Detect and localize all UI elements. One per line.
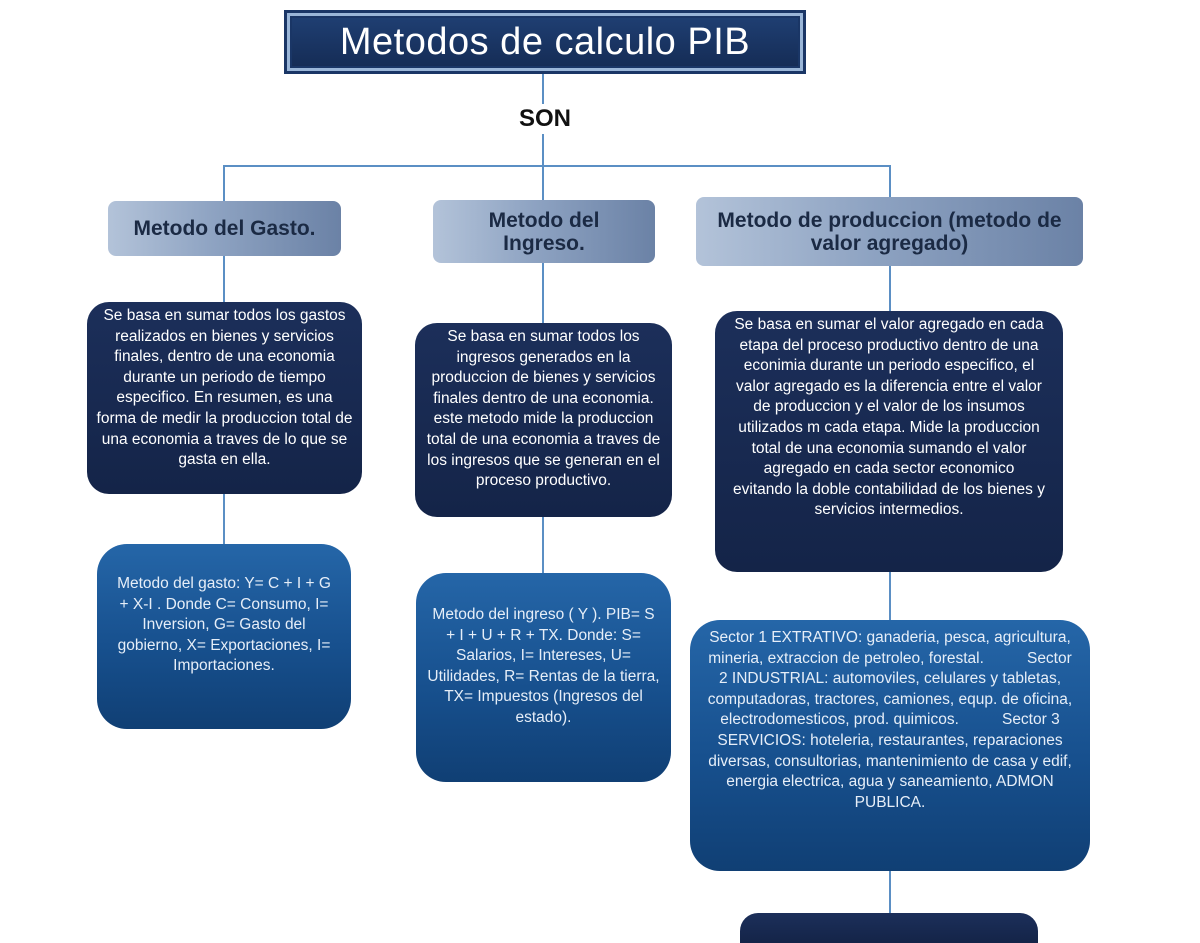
method-gasto-formula: Metodo del gasto: Y= C + I + G + X-I . Donde C= Consumo, I= Inversion, G= Gasto del gobierno, X= Exportaciones, I= Importaciones.: [97, 544, 351, 729]
connector-title-to-son: [542, 74, 544, 104]
connector-produccion-title-desc: [889, 266, 891, 311]
method-ingreso-description: Se basa en sumar todos los ingresos generados en la produccion de bienes y servicios finales dentro de una economia. este metodo mide la produccion total de una economia a traves de los ingresos que se generan en el proceso productivo.: [415, 323, 672, 517]
method-produccion-sectors: Sector 1 EXTRATIVO: ganaderia, pesca, agricultura, mineria, extraccion de petroleo, forestal. Sector 2 INDUSTRIAL: automoviles, celulares y tabletas, computadoras, tractores, camiones, equp. de oficina, electrodomesticos, prod. quimicos. Sector 3 SERVICIOS: hoteleria, restaurantes, reparaciones diversas, consultorias, mantenimiento de casa y edif, energia electrica, agua y saneamiento, ADMON PUBLICA.: [690, 620, 1090, 871]
method-produccion-title: Metodo de produccion (metodo de valor agregado): [696, 197, 1083, 266]
method-ingreso-title: Metodo del Ingreso.: [433, 200, 655, 263]
connector-branch-left: [223, 165, 225, 201]
connector-ingreso-title-desc: [542, 263, 544, 323]
connector-horizontal-branch: [223, 165, 891, 167]
connector-branch-middle: [542, 165, 544, 200]
connector-branch-right: [889, 165, 891, 197]
connector-gasto-desc-detail: [223, 494, 225, 544]
connector-son-down: [542, 134, 544, 166]
method-ingreso-formula: Metodo del ingreso ( Y ). PIB= S + I + U + R + TX. Donde: S= Salarios, I= Intereses, U= Utilidades, R= Rentas de la tierra, TX= Impuestos (Ingresos del estado).: [416, 573, 671, 782]
method-produccion-description: Se basa en sumar el valor agregado en cada etapa del proceso productivo dentro de una econimia durante un periodo especifico, el valor agregado es la diferencia entre el valor de produccion y el valor de los insumos utilizados m cada etapa. Mide la produccion total de una economia sumando el valor agregado en cada sector economico evitando la doble contabilidad de los bienes y servicios intermedios.: [715, 311, 1063, 572]
diagram-title: Metodos de calculo PIB: [287, 13, 803, 71]
connector-produccion-desc-detail: [889, 572, 891, 620]
connector-ingreso-desc-detail: [542, 517, 544, 573]
continuation-box: [740, 913, 1038, 943]
connector-gasto-title-desc: [223, 256, 225, 302]
connector-produccion-detail-next: [889, 871, 891, 913]
method-gasto-description: Se basa en sumar todos los gastos realizados en bienes y servicios finales, dentro de una economia durante un periodo de tiempo especifico. En resumen, es una forma de medir la produccion total de una economia a traves de lo que se gasta en ella.: [87, 302, 362, 494]
method-gasto-title: Metodo del Gasto.: [108, 201, 341, 256]
connector-label: SON: [518, 105, 571, 132]
